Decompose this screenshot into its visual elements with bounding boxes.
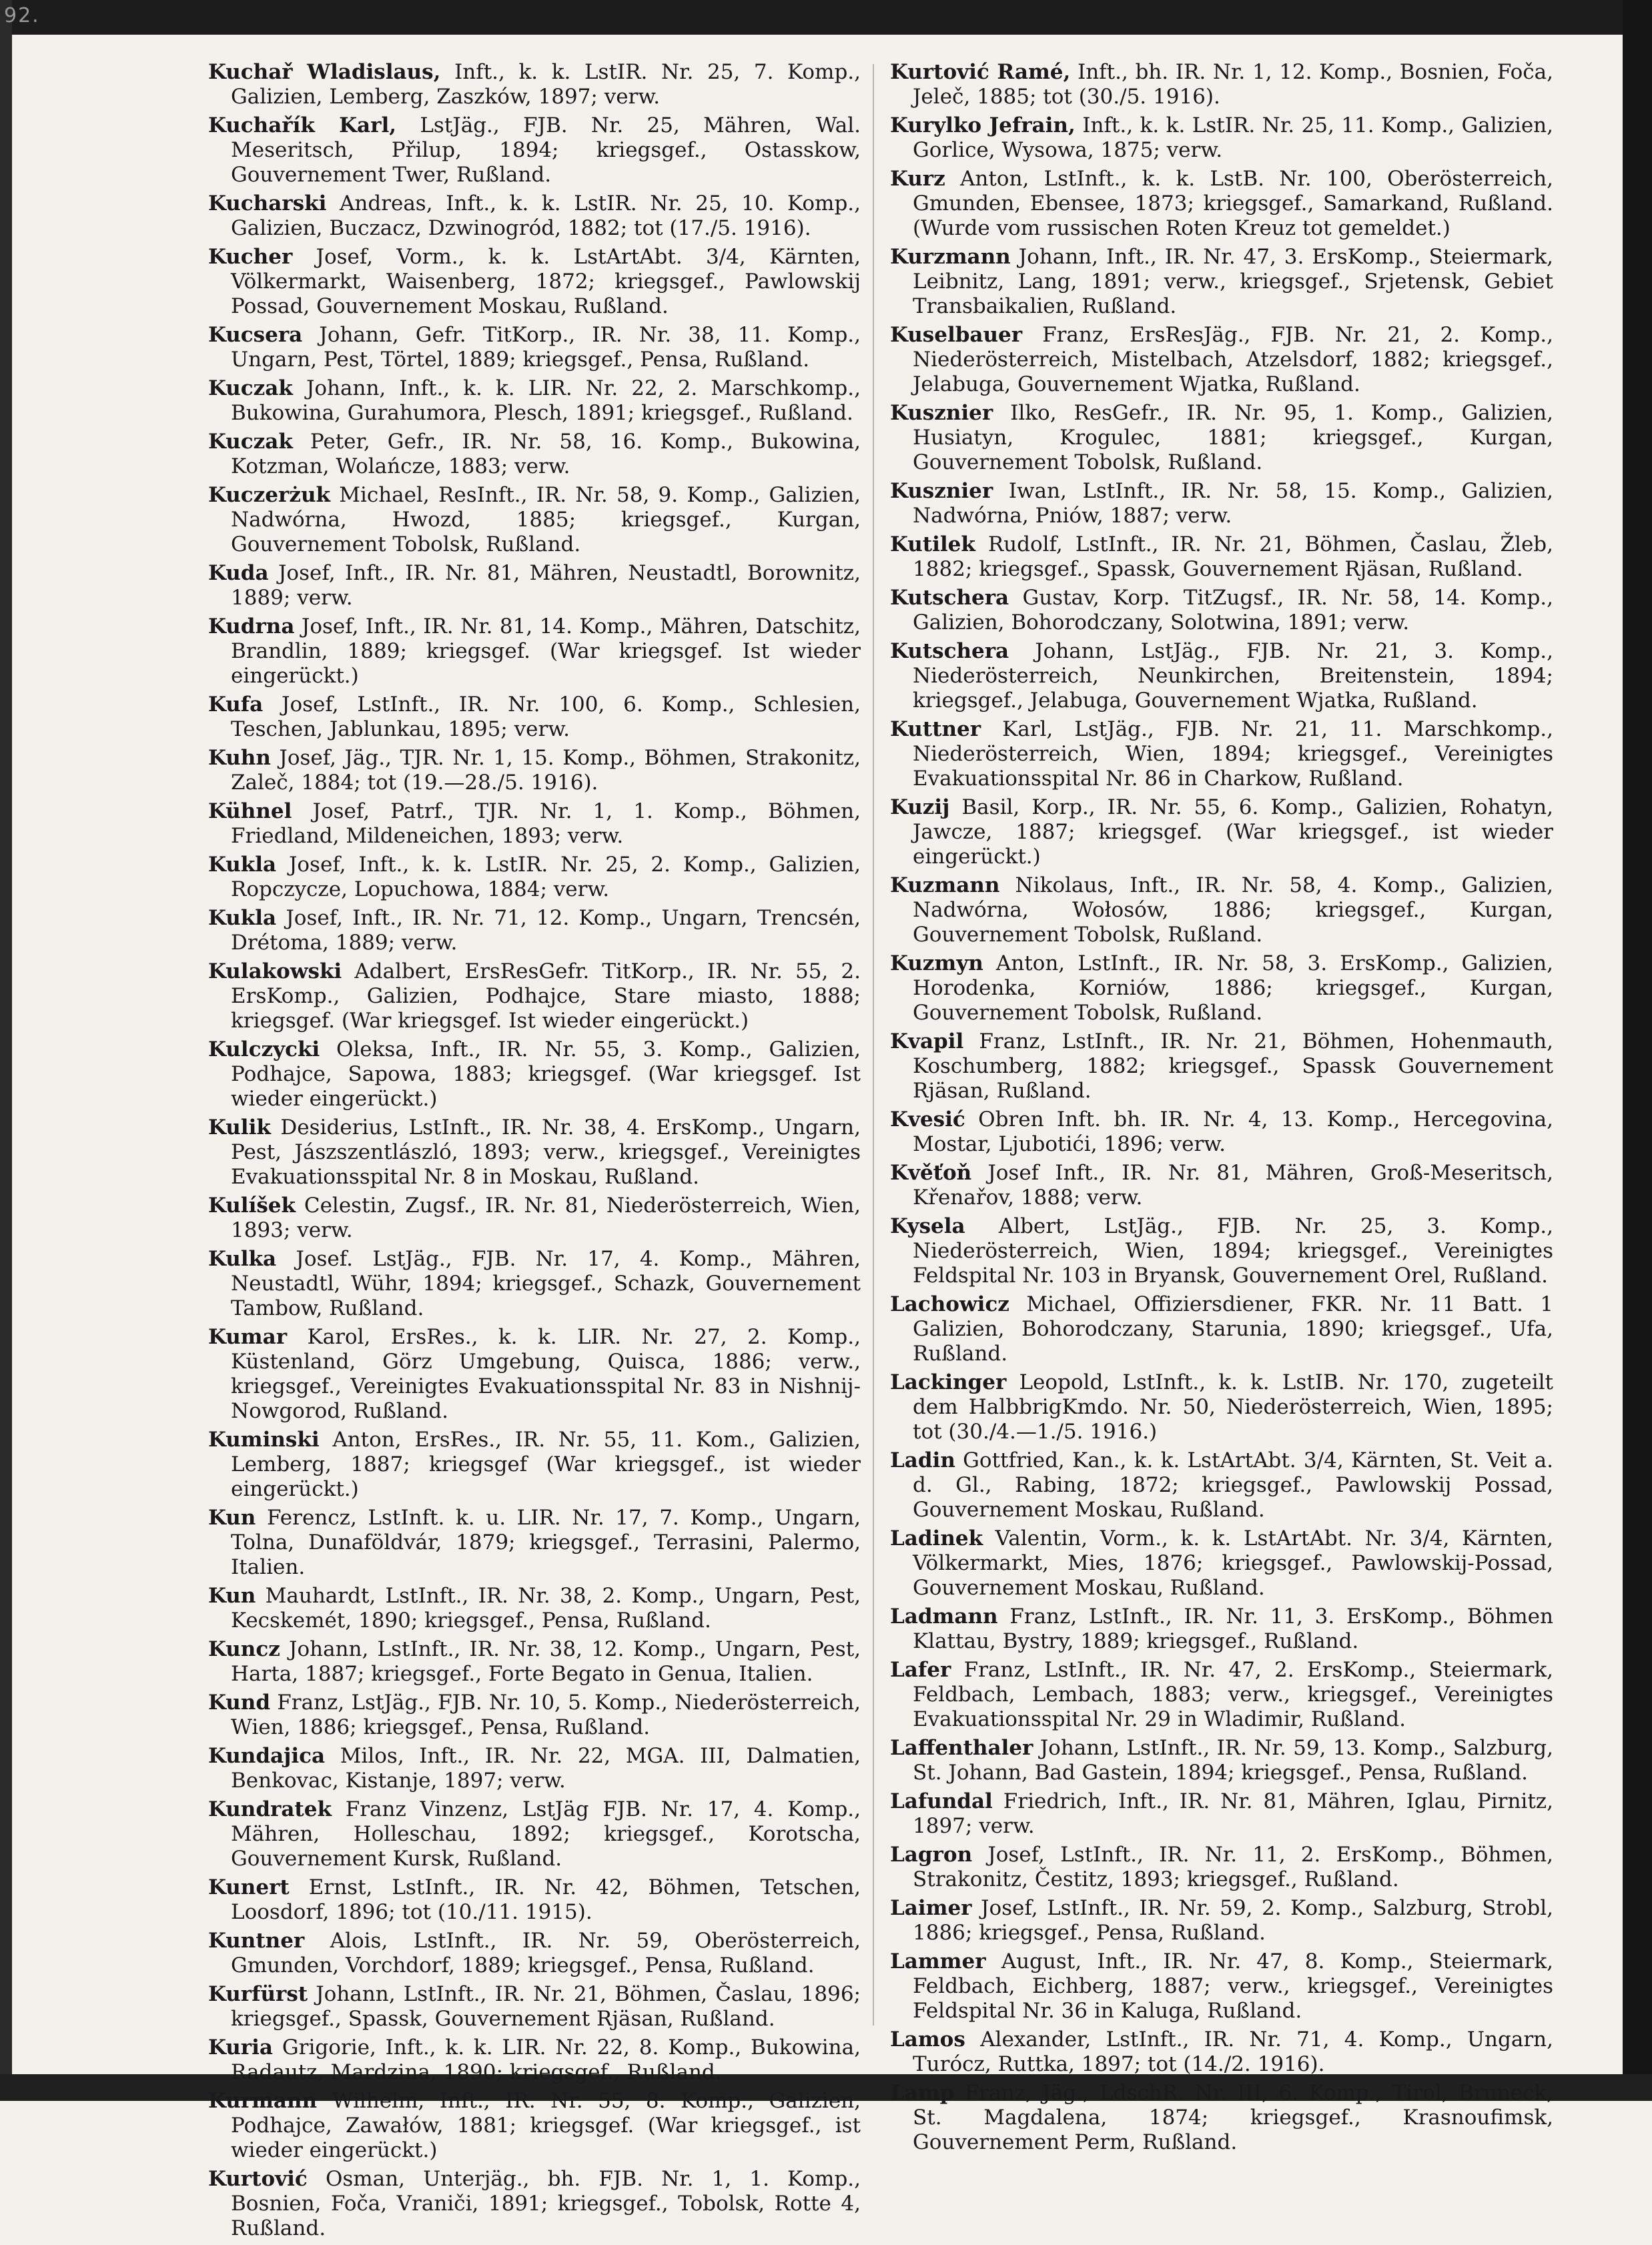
list-item [208, 2036, 861, 2085]
list-item [208, 483, 861, 557]
entry-name: Kuntner [208, 1929, 305, 1953]
list-item [208, 191, 861, 241]
entry-name: Kulíšek [208, 1194, 296, 1218]
list-item [890, 1949, 1553, 2024]
entry-name: Kuzmann [890, 873, 1000, 897]
entry-details: Iwan, LstInft., IR. Nr. 58, 15. Komp., Galizien, Nadwórna, Pniów, 1887; verw. [913, 479, 1553, 528]
list-item [208, 906, 861, 955]
entry-details: Wilhelm, Inft., IR. Nr. 55, 8. Komp., Galizien, Podhajce, Zawałów, 1881; kriegsgef. (War kriegsgef., ist wieder eingerückt.) [231, 2089, 861, 2162]
entry-name: Kvesić [890, 1107, 965, 1132]
entry-name: Laimer [890, 1896, 972, 1920]
entry-details: Friedrich, Inft., IR. Nr. 81, Mähren, Iglau, Pirnitz, 1897; verw. [913, 1789, 1553, 1838]
list-item [208, 2089, 861, 2163]
entry-name: Kutschera [890, 586, 1009, 610]
list-item [208, 959, 861, 1033]
entry-details: Johann, LstInft., IR. Nr. 59, 13. Komp., Salzburg, St. Johann, Bad Gastein, 1894; kriegsgef., Pensa, Rußland. [913, 1736, 1553, 1785]
entry-details: Ferencz, LstInft. k. u. LIR. Nr. 17, 7. Komp., Ungarn, Tolna, Dunaföldvár, 1879; kriegsgef., Terrasini, Palermo, Italien. [231, 1506, 861, 1579]
entry-name: Laffenthaler [890, 1736, 1034, 1760]
entry-details: Josef Inft., IR. Nr. 81, Mähren, Groß-Meseritsch, Křenařov, 1888; verw. [913, 1161, 1553, 1210]
list-item [890, 873, 1553, 947]
entry-name: Kuselbauer [890, 323, 1023, 347]
entry-name: Kundajica [208, 1744, 326, 1768]
entry-name: Kuda [208, 561, 269, 585]
list-item [890, 586, 1553, 635]
list-item [208, 1115, 861, 1190]
list-item [890, 1605, 1553, 1654]
entry-details: Alois, LstInft., IR. Nr. 59, Oberösterreich, Gmunden, Vorchdorf, 1889; kriegsgef., Pensa, Rußland. [231, 1929, 861, 1977]
entry-name: Kund [208, 1691, 271, 1715]
entry-details: Mauhardt, LstInft., IR. Nr. 38, 2. Komp., Ungarn, Pest, Kecskemét, 1890; kriegsgef., Pensa, Rußland. [231, 1584, 861, 1633]
entry-name: Kusznier [890, 401, 993, 425]
entry-details: Josef, Inft., k. k. LstIR. Nr. 25, 2. Komp., Galizien, Ropczycze, Lopuchowa, 1884; verw. [231, 853, 861, 901]
entry-details: Ernst, LstInft., IR. Nr. 42, Böhmen, Tetschen, Loosdorf, 1896; tot (10./11. 1915). [231, 1875, 861, 1924]
scan-edge-top [0, 0, 1652, 35]
list-item [890, 113, 1553, 163]
entry-details: Michael, ResInft., IR. Nr. 58, 9. Komp., Galizien, Nadwórna, Hwozd, 1885; kriegsgef., Kurgan, Gouvernement Tobolsk, Rußland. [231, 483, 861, 556]
entry-name: Lamp [890, 2081, 955, 2105]
entry-details: Anton, LstInft., IR. Nr. 58, 3. ErsKomp., Galizien, Horodenka, Korniów, 1886; kriegsgef., Kurgan, Gouvernement Tobolsk, Rußland. [913, 951, 1553, 1025]
entry-name: Kucsera [208, 323, 303, 347]
entry-details: Adalbert, ErsResGefr. TitKorp., IR. Nr. 55, 2. ErsKomp., Galizien, Podhajce, Stare miasto, 1888; kriegsgef. (War kriegsgef. Ist wieder eingerückt.) [231, 959, 861, 1033]
entry-name: Kufa [208, 693, 264, 717]
entry-name: Kuminski [208, 1428, 320, 1452]
entry-details: Josef, Jäg., TJR. Nr. 1, 15. Komp., Böhmen, Strakonitz, Zaleč, 1884; tot (19.—28./5. 1916). [231, 746, 861, 795]
entry-details: Osman, Unterjäg., bh. FJB. Nr. 1, 1. Komp., Bosnien, Foča, Vraniči, 1891; kriegsgef., Tobolsk, Rotte 4, Rußland. [231, 2167, 861, 2240]
list-item [890, 2028, 1553, 2077]
entry-name: Kuhn [208, 746, 271, 770]
entry-name: Kucharski [208, 191, 327, 215]
entry-name: Kurylko Jefrain, [890, 113, 1076, 137]
entry-details: Josef. LstJäg., FJB. Nr. 17, 4. Komp., Mähren, Neustadtl, Wühr, 1894; kriegsgef., Schazk, Gouvernement Tambow, Rußland. [231, 1247, 861, 1320]
entry-details: Johann, Gefr. TitKorp., IR. Nr. 38, 11. Komp., Ungarn, Pest, Törtel, 1889; kriegsgef., Pensa, Rußland. [231, 323, 861, 372]
entry-details: Alexander, LstInft., IR. Nr. 71, 4. Komp., Ungarn, Turócz, Ruttka, 1897; tot (14./2. 1916). [913, 2028, 1553, 2076]
entry-details: Franz, ErsResJäg., FJB. Nr. 21, 2. Komp., Niederösterreich, Mistelbach, Atzelsdorf, 1882; kriegsgef., Jelabuga, Gouvernement Wjatka, Rußland. [913, 323, 1553, 396]
list-item [208, 1247, 861, 1321]
entry-details: Franz, LstInft., IR. Nr. 47, 2. ErsKomp., Steiermark, Feldbach, Lembach, 1883; verw., kriegsgef., Vereinigtes Evakuationsspital Nr. 29 in Wladimir, Rußland. [913, 1658, 1553, 1731]
list-item [890, 1526, 1553, 1601]
entry-name: Kysela [890, 1214, 965, 1238]
entry-name: Lafer [890, 1658, 951, 1682]
entry-details: Karol, ErsRes., k. k. LIR. Nr. 27, 2. Komp., Küstenland, Görz Umgebung, Quisca, 1886; verw., kriegsgef., Vereinigtes Evakuationsspital Nr. 83 in Nishnij-Nowgorod, Rußland. [231, 1325, 861, 1423]
entry-name: Kumar [208, 1325, 288, 1349]
scan-edge-left [0, 0, 12, 2101]
entry-details: Inft., bh. IR. Nr. 1, 12. Komp., Bosnien, Foča, Jeleč, 1885; tot (30./5. 1916). [913, 60, 1553, 109]
list-item [208, 746, 861, 795]
entry-name: Kulakowski [208, 959, 342, 983]
list-item [208, 1428, 861, 1502]
entry-details: Inft., k. k. LstIR. Nr. 25, 11. Komp., Galizien, Gorlice, Wysowa, 1875; verw. [913, 113, 1553, 162]
entry-name: Kuchařík Karl, [208, 113, 397, 137]
entry-name: Kurz [890, 167, 945, 191]
list-item [208, 1929, 861, 1978]
entry-details: Franz, LstInft., IR. Nr. 21, Böhmen, Hohenmauth, Koschumberg, 1882; kriegsgef., Spassk Gouvernement Rjäsan, Rußland. [913, 1029, 1553, 1103]
entry-details: Ilko, ResGefr., IR. Nr. 95, 1. Komp., Galizien, Husiatyn, Krogulec, 1881; kriegsgef., Kurgan, Gouvernement Tobolsk, Rußland. [913, 401, 1553, 474]
list-item [208, 1637, 861, 1687]
list-item [208, 1325, 861, 1424]
list-item [890, 1214, 1553, 1288]
entry-name: Lafundal [890, 1789, 993, 1813]
list-item [208, 799, 861, 849]
entry-details: Albert, LstJäg., FJB. Nr. 25, 3. Komp., Niederösterreich, Wien, 1894; kriegsgef., Vereinigtes Feldspital Nr. 103 in Bryansk, Gouvernement Orel, Rußland. [913, 1214, 1553, 1288]
entry-name: Kurfürst [208, 1982, 308, 2006]
list-item [208, 113, 861, 187]
entry-name: Kutschera [890, 639, 1009, 663]
list-item [208, 693, 861, 742]
list-item [208, 1194, 861, 1243]
entry-name: Kuczerżuk [208, 483, 330, 507]
entry-details: Basil, Korp., IR. Nr. 55, 6. Komp., Galizien, Rohatyn, Jawcze, 1887; kriegsgef. (War kriegsgef., ist wieder eingerückt.) [913, 795, 1553, 869]
entry-details: Celestin, Zugsf., IR. Nr. 81, Niederösterreich, Wien, 1893; verw. [231, 1194, 861, 1242]
entry-name: Kvapil [890, 1029, 964, 1053]
list-item [890, 1658, 1553, 1732]
list-item [208, 1875, 861, 1925]
list-item [890, 1789, 1553, 1839]
right-column [890, 60, 1553, 2159]
entry-name: Ladinek [890, 1526, 983, 1550]
list-item [890, 167, 1553, 241]
entry-name: Kulka [208, 1247, 277, 1271]
entry-details: Karl, LstJäg., FJB. Nr. 21, 11. Marschkomp., Niederösterreich, Wien, 1894; kriegsgef., Vereinigtes Evakuationsspital Nr. 86 in Charkow, Rußland. [913, 717, 1553, 791]
list-item [890, 717, 1553, 791]
entry-name: Kudrna [208, 614, 295, 638]
list-item [890, 1029, 1553, 1103]
list-item [890, 1161, 1553, 1210]
list-item [208, 853, 861, 902]
entry-name: Lammer [890, 1949, 986, 1973]
list-item [890, 245, 1553, 319]
entry-name: Kurtović Ramé, [890, 60, 1071, 84]
list-item [890, 1292, 1553, 1366]
entry-details: Josef, Vorm., k. k. LstArtAbt. 3/4, Kärnten, Völkermarkt, Waisenberg, 1872; kriegsgef., Pawlowskij Possad, Gouvernement Moskau, Rußland. [231, 245, 861, 318]
entry-name: Lamos [890, 2028, 965, 2052]
entry-name: Lachowicz [890, 1292, 1009, 1316]
entry-name: Kukla [208, 853, 277, 877]
entry-details: Obren Inft. bh. IR. Nr. 4, 13. Komp., Hercegovina, Mostar, Ljubotići, 1896; verw. [913, 1107, 1553, 1156]
list-item [208, 1982, 861, 2032]
entry-name: Kusznier [890, 479, 993, 503]
entry-name: Lagron [890, 1843, 973, 1867]
entry-details: Oleksa, Inft., IR. Nr. 55, 3. Komp., Galizien, Podhajce, Sapowa, 1883; kriegsgef. (War kriegsgef. Ist wieder eingerückt.) [231, 1037, 861, 1111]
entry-name: Kun [208, 1506, 256, 1530]
list-item [890, 1736, 1553, 1785]
entry-name: Kucher [208, 245, 293, 269]
list-item [208, 376, 861, 426]
entry-name: Kukla [208, 906, 277, 930]
entry-details: Franz, LstInft., IR. Nr. 11, 3. ErsKomp., Böhmen Klattau, Bystry, 1889; kriegsgef., Rußland. [913, 1605, 1553, 1653]
list-item [208, 1037, 861, 1111]
entry-details: Josef, Patrf., TJR. Nr. 1, 1. Komp., Böhmen, Friedland, Mildeneichen, 1893; verw. [231, 799, 861, 848]
entry-name: Kvěťoň [890, 1161, 972, 1185]
list-item [208, 1797, 861, 1871]
list-item [208, 1584, 861, 1633]
list-item [890, 1107, 1553, 1157]
entry-name: Kuczak [208, 376, 293, 400]
entry-details: Josef, Inft., IR. Nr. 71, 12. Komp., Ungarn, Trencsén, Drétoma, 1889; verw. [231, 906, 861, 955]
list-item [208, 430, 861, 479]
list-item [890, 1896, 1553, 1945]
entry-details: Franz, Jäg., LdschR. Nr. III, 6. Komp., Tirol, Bruneck, St. Magdalena, 1874; kriegsgef., Krasnoufimsk, Gouvernement Perm, Rußland. [913, 2081, 1553, 2154]
entry-name: Kuchař Wladislaus, [208, 60, 441, 84]
entry-details: Desiderius, LstInft., IR. Nr. 38, 4. ErsKomp., Ungarn, Pest, Jászszentlászló, 1893; verw., kriegsgef., Vereinigtes Evakuationsspital Nr. 8 in Moskau, Rußland. [231, 1115, 861, 1189]
list-item [208, 60, 861, 109]
entry-details: Johann, LstJäg., FJB. Nr. 21, 3. Komp., Niederösterreich, Neunkirchen, Breitenstein, 1894; kriegsgef., Jelabuga, Gouvernement Wjatka, Rußland. [913, 639, 1554, 713]
list-item [208, 561, 861, 610]
column-divider [873, 64, 874, 2026]
list-item [890, 1370, 1553, 1444]
entry-details: Michael, Offiziersdiener, FKR. Nr. 11 Batt. 1 Galizien, Bohorodczany, Starunia, 1890; kriegsgef., Ufa, Rußland. [913, 1292, 1553, 1366]
entry-details: Gustav, Korp. TitZugsf., IR. Nr. 58, 14. Komp., Galizien, Bohorodczany, Solotwina, 1891; verw. [913, 586, 1553, 634]
entry-name: Kurtović [208, 2167, 308, 2191]
entry-details: Josef, LstInft., IR. Nr. 11, 2. ErsKomp., Böhmen, Strakonitz, Čestitz, 1893; kriegsgef., Rußland. [913, 1843, 1554, 1891]
entry-name: Kundratek [208, 1797, 332, 1821]
entry-details: Johann, Inft., IR. Nr. 47, 3. ErsKomp., Steiermark, Leibnitz, Lang, 1891; verw., kriegsgef., Srjetensk, Gebiet Transbaikalien, Rußland. [913, 245, 1553, 318]
entry-details: Josef, LstInft., IR. Nr. 59, 2. Komp., Salzburg, Strobl, 1886; kriegsgef., Pensa, Rußland. [913, 1896, 1553, 1945]
entry-details: Johann, LstInft., IR. Nr. 38, 12. Komp., Ungarn, Pest, Harta, 1887; kriegsgef., Forte Begato in Genua, Italien. [231, 1637, 861, 1686]
entry-name: Kuttner [890, 717, 981, 741]
entry-details: Leopold, LstInft., k. k. LstIB. Nr. 170, zugeteilt dem HalbbrigKmdo. Nr. 50, Niederösterreich, Wien, 1895; tot (30./4.—1./5. 1916.) [913, 1370, 1553, 1444]
entry-name: Kühnel [208, 799, 292, 823]
entry-details: Rudolf, LstInft., IR. Nr. 21, Böhmen, Časlau, Žleb, 1882; kriegsgef., Spassk, Gouvernement Rjäsan, Rußland. [913, 532, 1553, 581]
list-item [890, 2081, 1553, 2155]
entry-details: Andreas, Inft., k. k. LstIR. Nr. 25, 10. Komp., Galizien, Buczacz, Dzwinogród, 1882; tot (17./5. 1916). [231, 191, 861, 240]
entry-name: Kuzmyn [890, 951, 983, 975]
list-item [890, 60, 1553, 109]
entry-name: Kuzij [890, 795, 950, 819]
entry-details: Valentin, Vorm., k. k. LstArtAbt. Nr. 3/4, Kärnten, Völkermarkt, Mies, 1876; kriegsgef., Pawlowskij-Possad, Gouvernement Moskau, Rußland. [913, 1526, 1553, 1600]
entry-name: Kutilek [890, 532, 975, 556]
scan-edge-right [1623, 0, 1652, 2101]
entry-name: Kuczak [208, 430, 293, 454]
entry-name: Kuncz [208, 1637, 280, 1661]
entry-name: Lackinger [890, 1370, 1007, 1394]
list-item [208, 245, 861, 319]
entry-name: Ladin [890, 1448, 955, 1472]
entry-details: Josef, Inft., IR. Nr. 81, 14. Komp., Mähren, Datschitz, Brandlin, 1889; kriegsgef. (War kriegsgef. Ist wieder eingerückt.) [231, 614, 861, 688]
list-item [890, 639, 1553, 713]
entry-name: Kunert [208, 1875, 290, 1899]
page-number: 92. [4, 4, 40, 27]
entry-details: August, Inft., IR. Nr. 47, 8. Komp., Steiermark, Feldbach, Eichberg, 1887; verw., kriegsgef., Vereinigtes Feldspital Nr. 36 in Kaluga, Rußland. [913, 1949, 1553, 2023]
entry-details: Anton, LstInft., k. k. LstB. Nr. 100, Oberösterreich, Gmunden, Ebensee, 1873; kriegsgef., Samarkand, Rußland. (Wurde vom russischen Roten Kreuz tot gemeldet.) [913, 167, 1553, 240]
list-item [890, 795, 1553, 869]
list-item [890, 1843, 1553, 1892]
entry-details: Peter, Gefr., IR. Nr. 58, 16. Komp., Bukowina, Kotzman, Wolańcze, 1883; verw. [231, 430, 861, 478]
entry-details: Grigorie, Inft., k. k. LIR. Nr. 22, 8. Komp., Bukowina, Radautz, Mardzina, 1890; kriegsgef., Rußland. [231, 2036, 861, 2084]
entry-name: Kulik [208, 1115, 271, 1140]
entry-name: Kurzmann [890, 245, 1011, 269]
entry-details: Josef, LstInft., IR. Nr. 100, 6. Komp., Schlesien, Teschen, Jablunkau, 1895; verw. [231, 693, 861, 741]
list-item [890, 323, 1553, 397]
list-item [890, 401, 1553, 475]
list-item [890, 951, 1553, 1025]
list-item [208, 1744, 861, 1793]
entry-name: Kun [208, 1584, 256, 1608]
entry-details: Johann, LstInft., IR. Nr. 21, Böhmen, Časlau, 1896; kriegsgef., Spassk, Gouvernement Rjäsan, Rußland. [231, 1982, 861, 2031]
entry-name: Kulczycki [208, 1037, 320, 1061]
entry-name: Kuria [208, 2036, 273, 2060]
entry-details: Franz, LstJäg., FJB. Nr. 10, 5. Komp., Niederösterreich, Wien, 1886; kriegsgef., Pensa, Rußland. [231, 1691, 861, 1739]
list-item [890, 1448, 1553, 1522]
entry-details: Inft., k. k. LstIR. Nr. 25, 7. Komp., Galizien, Lemberg, Zaszków, 1897; verw. [231, 60, 861, 109]
list-item [890, 532, 1553, 582]
list-item [208, 1691, 861, 1740]
entry-name: Ladmann [890, 1605, 998, 1629]
entry-details: Gottfried, Kan., k. k. LstArtAbt. 3/4, Kärnten, St. Veit a. d. Gl., Rabing, 1872; kriegsgef., Pawlowskij Possad, Gouvernement Moskau, Rußland. [913, 1448, 1554, 1522]
entry-details: Nikolaus, Inft., IR. Nr. 58, 4. Komp., Galizien, Nadwórna, Wołosów, 1886; kriegsgef., Kurgan, Gouvernement Tobolsk, Rußland. [913, 873, 1554, 947]
entry-name: Kurmann [208, 2089, 318, 2113]
entry-details: Franz Vinzenz, LstJäg FJB. Nr. 17, 4. Komp., Mähren, Holleschau, 1892; kriegsgef., Korotscha, Gouvernement Kursk, Rußland. [231, 1797, 861, 1871]
entry-details: LstJäg., FJB. Nr. 25, Mähren, Wal. Meseritsch, Přilup, 1894; kriegsgef., Ostasskow, Gouvernement Twer, Rußland. [231, 113, 861, 187]
entry-details: Milos, Inft., IR. Nr. 22, MGA. III, Dalmatien, Benkovac, Kistanje, 1897; verw. [231, 1744, 861, 1793]
list-item [208, 2167, 861, 2241]
list-item [208, 323, 861, 372]
list-item [208, 614, 861, 689]
left-column [208, 60, 861, 2245]
entry-details: Johann, Inft., k. k. LIR. Nr. 22, 2. Marschkomp., Bukowina, Gurahumora, Plesch, 1891; kriegsgef., Rußland. [231, 376, 861, 425]
list-item [208, 1506, 861, 1580]
entry-details: Josef, Inft., IR. Nr. 81, Mähren, Neustadtl, Borownitz, 1889; verw. [231, 561, 861, 610]
entry-details: Anton, ErsRes., IR. Nr. 55, 11. Kom., Galizien, Lemberg, 1887; kriegsgef (War kriegsgef., ist wieder eingerückt.) [231, 1428, 861, 1501]
list-item [890, 479, 1553, 528]
